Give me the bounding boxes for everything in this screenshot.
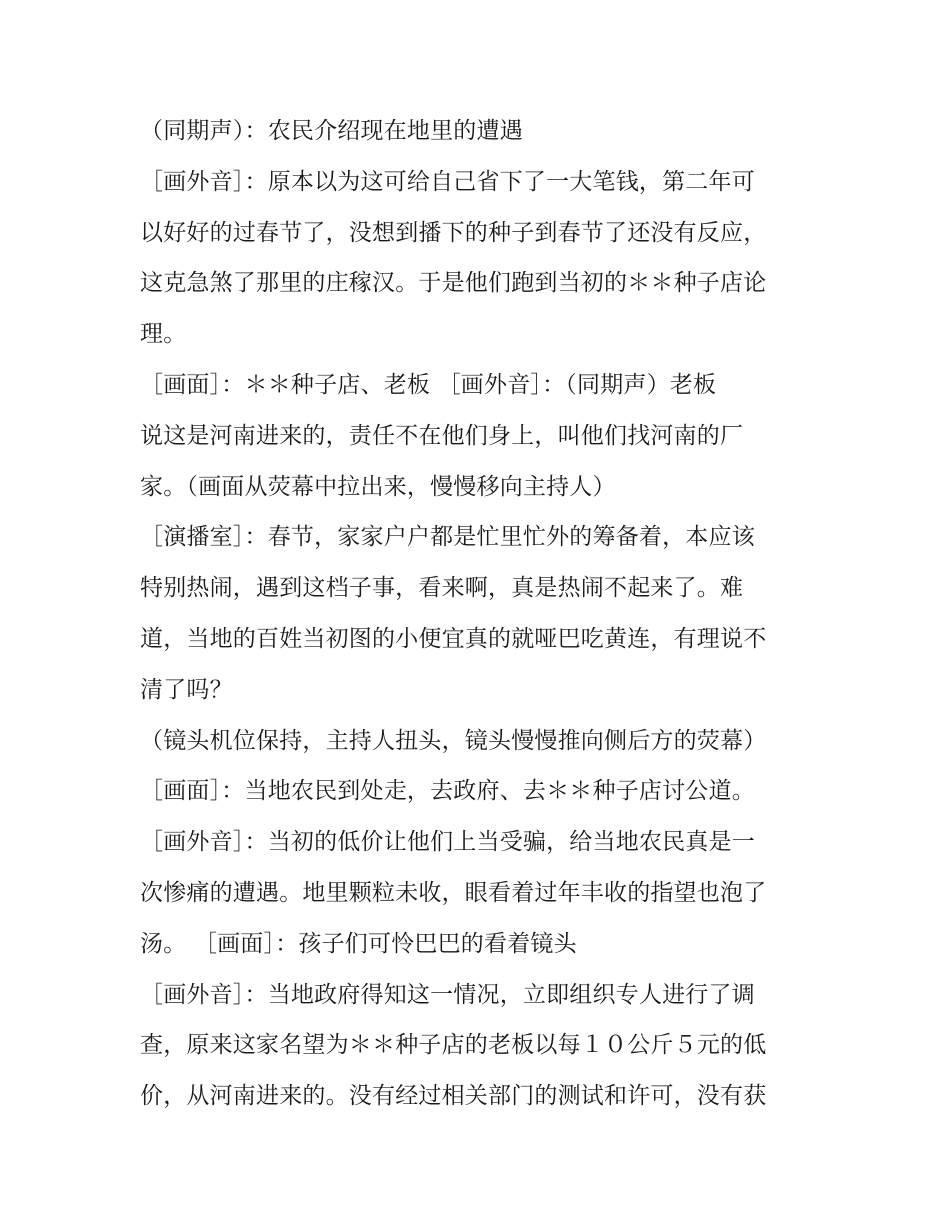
text-line: 清了吗？ bbox=[140, 676, 233, 703]
text-line: 特别热闹，遇到这档子事，看来啊，真是热闹不起来了。难 bbox=[140, 575, 744, 602]
script-text-body bbox=[140, 106, 820, 1122]
text-line: 查，原来这家名望为＊＊种子店的老板以每１０公斤５元的低 bbox=[140, 1032, 767, 1059]
text-line: ［画外音］：原本以为这可给自己省下了一大笔钱，第二年可 bbox=[140, 168, 755, 195]
text-line: 价，从河南进来的。没有经过相关部门的测试和许可，没有获 bbox=[140, 1083, 767, 1110]
text-line: ［画面］：当地农民到处走，去政府、去＊＊种子店讨公道。 bbox=[140, 778, 755, 805]
text-line: 家。（画面从荧幕中拉出来，慢慢移向主持人） bbox=[140, 473, 616, 500]
text-line: 以好好的过春节了，没想到播下的种子到春节了还没有反应， bbox=[140, 219, 767, 246]
text-line: 道，当地的百姓当初图的小便宜真的就哑巴吃黄连，有理说不 bbox=[140, 625, 767, 652]
text-line: 汤。 ［画面］：孩子们可怜巴巴的看着镜头 bbox=[140, 930, 577, 957]
text-line: 说这是河南进来的，责任不在他们身上，叫他们找河南的厂 bbox=[140, 422, 744, 449]
text-line: 次惨痛的遭遇。地里颗粒未收，眼看着过年丰收的指望也泡了 bbox=[140, 879, 767, 906]
text-line: 这克急煞了那里的庄稼汉。于是他们跑到当初的＊＊种子店论 bbox=[140, 270, 767, 297]
text-line: ［画面］：＊＊种子店、老板 ［画外音］：（同期声）老板 bbox=[140, 371, 717, 398]
text-line: ［演播室］：春节，家家户户都是忙里忙外的筹备着，本应该 bbox=[140, 524, 755, 551]
text-line: （同期声）：农民介绍现在地里的遭遇 bbox=[140, 118, 523, 144]
text-line: （镜头机位保持，主持人扭头，镜头慢慢推向侧后方的荧幕） bbox=[140, 727, 767, 754]
text-line: ［画外音］：当地政府得知这一情况，立即组织专人进行了调 bbox=[140, 981, 755, 1008]
text-line: 理。 bbox=[140, 321, 187, 348]
text-line: ［画外音］：当初的低价让他们上当受骗，给当地农民真是一 bbox=[140, 829, 755, 856]
